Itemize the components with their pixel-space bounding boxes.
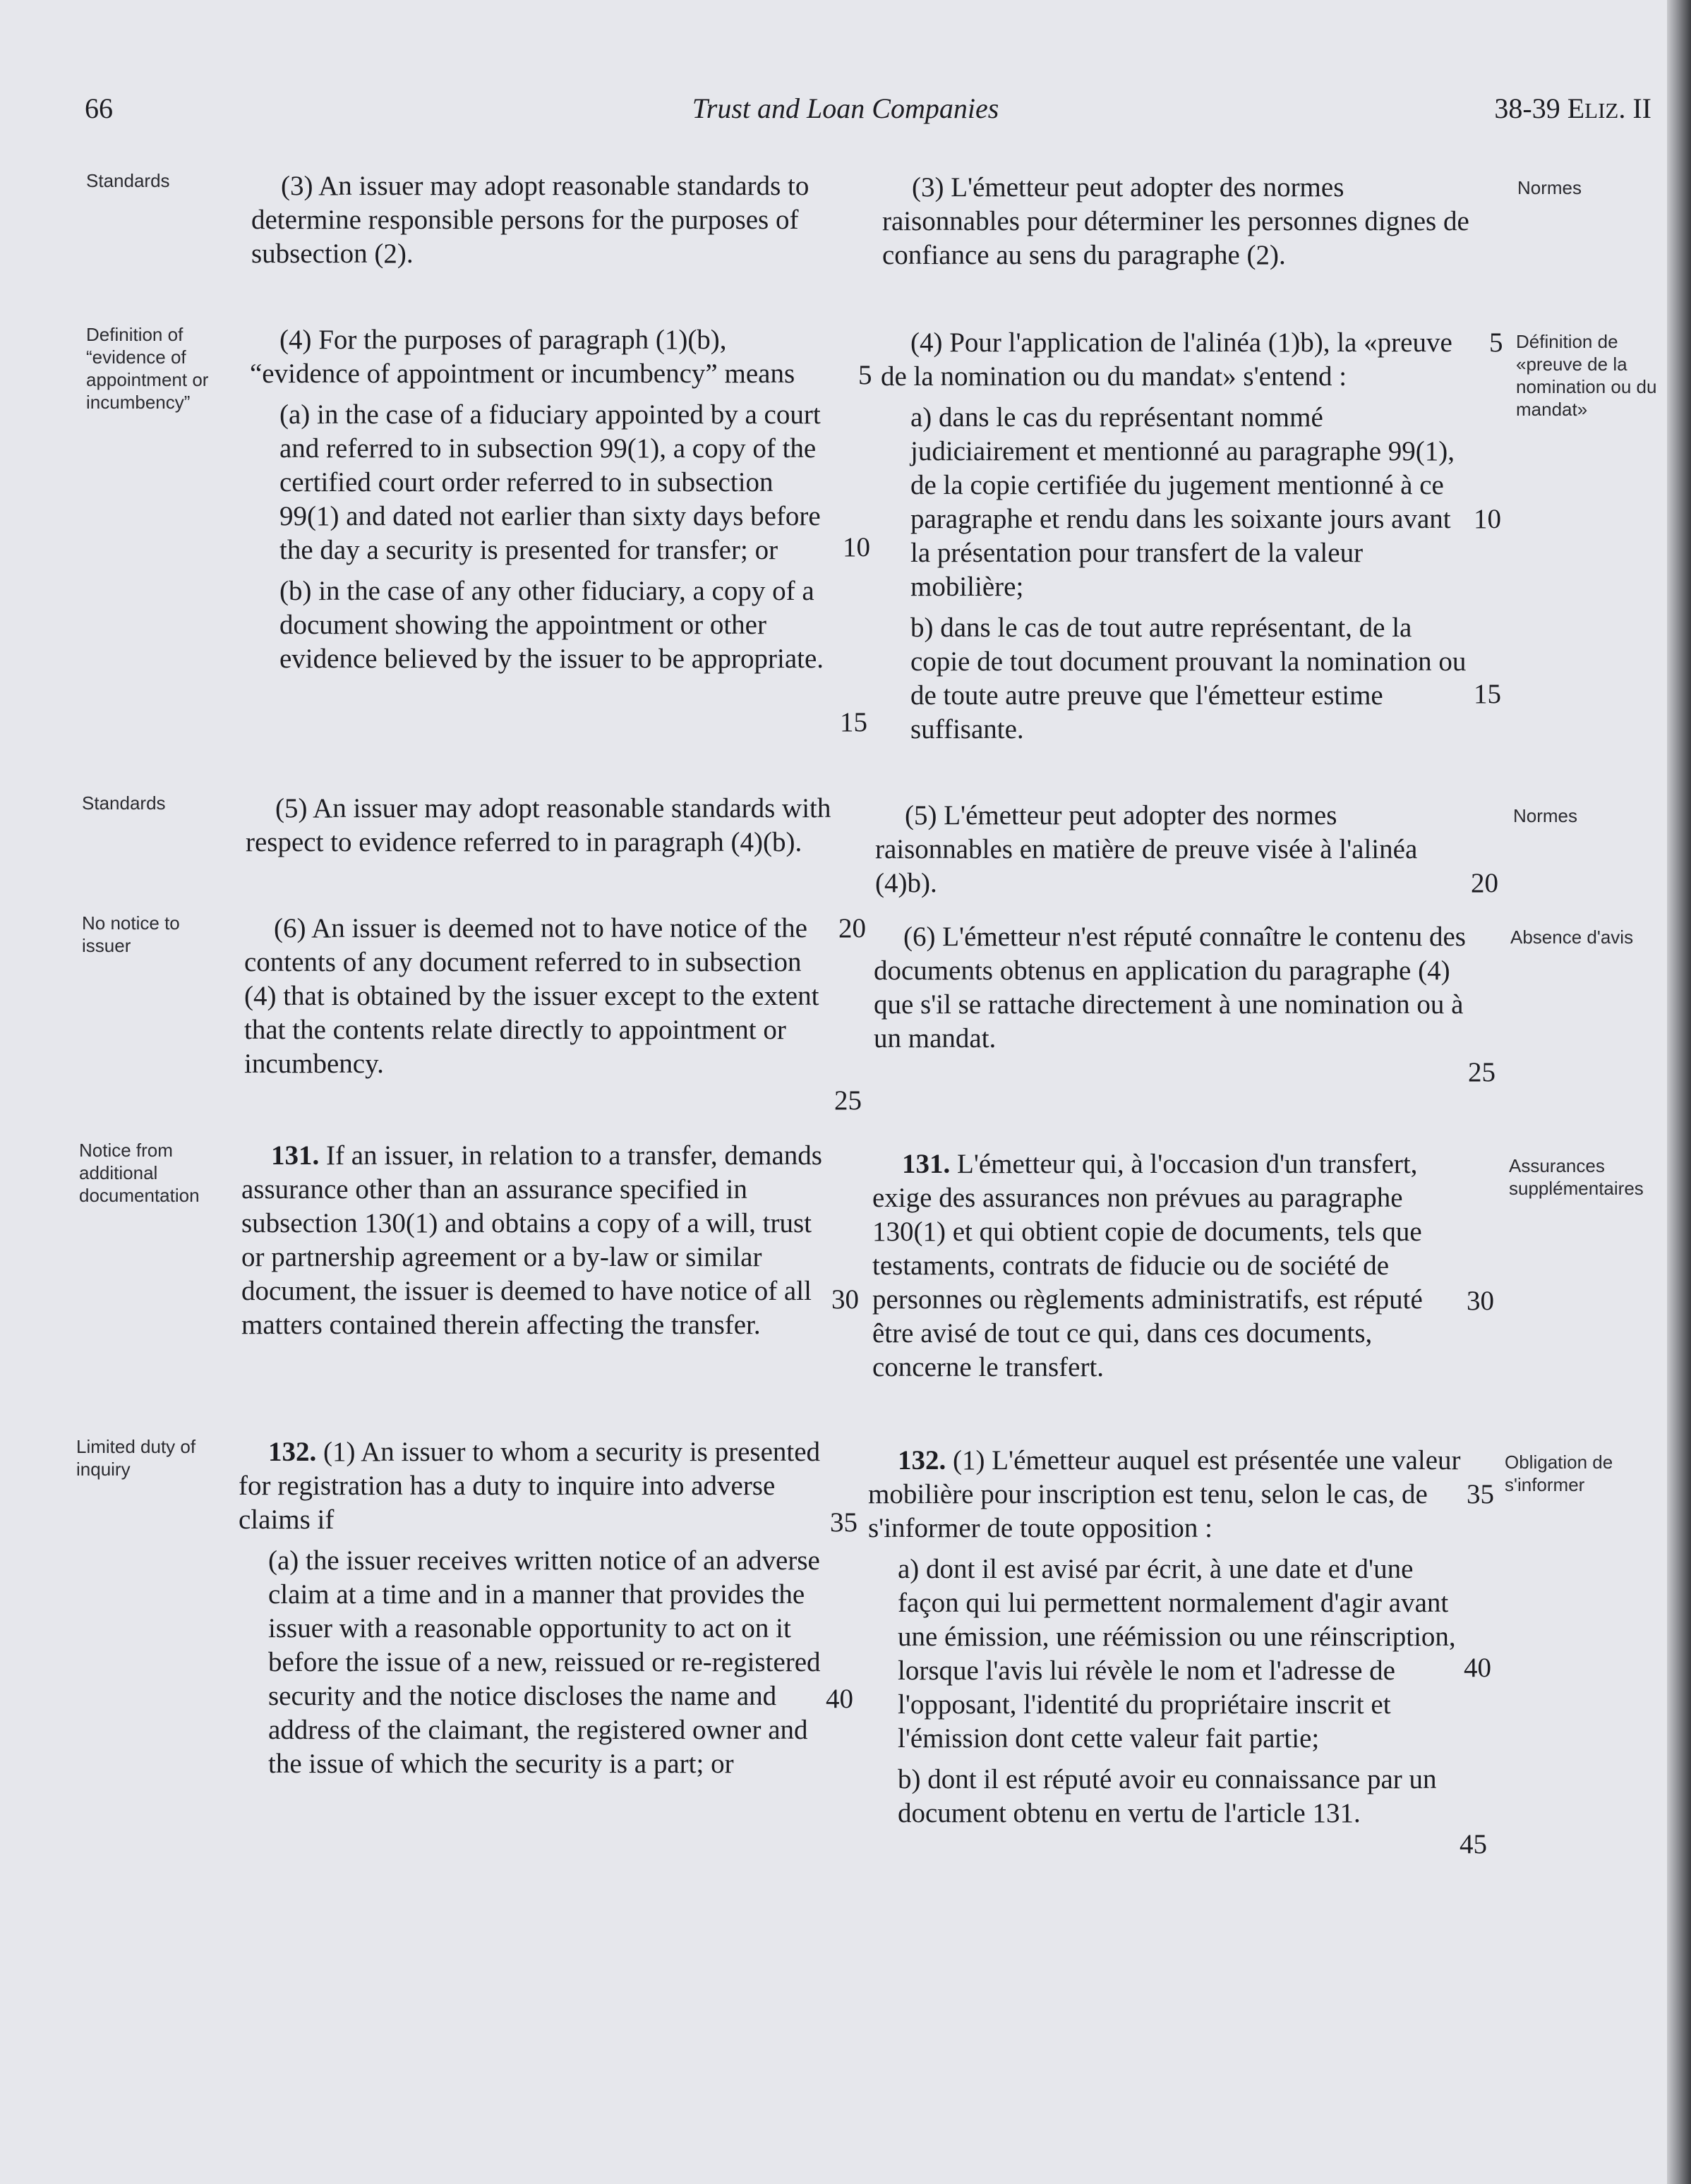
french-section-3: (3) L'émetteur peut adopter des normes raisonnables pour déterminer les personnes dignes de confiance au sens du paragraphe (2). bbox=[882, 172, 1469, 270]
margin-note-en: Standards bbox=[86, 170, 170, 191]
english-section-4: (4) For the purposes of paragraph (1)(b), “evidence of appointment or incumbency” means (a) in the case of a fiduciary appointed by a court and referred to in subsection 99(1), a copy of the certified court order referred to in subsection 99(1) and dated not earlier than sixty days before the day a security is presented for transfer; or (b) in the case of any other fiduciary, a copy of a document showing the appointment or other evidence believed by the issuer to be appropriate. bbox=[250, 325, 824, 674]
line-number-en: 10 bbox=[843, 532, 870, 562]
line-number-en: 35 bbox=[830, 1507, 857, 1538]
french-section-131: 131. L'émetteur qui, à l'occasion d'un transfert, exige des assurances non prévues au paragraphe 130(1) et qui obtient copie de documents, tels que testaments, contrats de fiducie ou de société de personnes ou règlements administratifs, est réputé être avisé de tout ce qui, dans ces documents, concerne le transfert. bbox=[872, 1149, 1423, 1382]
line-number-fr: 30 bbox=[1467, 1286, 1494, 1316]
line-number-en: 15 bbox=[840, 707, 867, 737]
french-section-6: (6) L'émetteur n'est réputé connaître le contenu des documents obtenus en application du paragraphe (4) que s'il se rattache directement à une nomination ou à un mandat. bbox=[874, 922, 1466, 1054]
line-number-fr: 20 bbox=[1471, 868, 1498, 898]
line-number-en: 5 bbox=[858, 360, 872, 390]
english-section-132: 132. (1) An issuer to whom a security is presented for registration has a duty to inquire into adverse claims if (a) the issuer receives written notice of an adverse claim at a time and in a manner that provides the issuer with a reasonable opportunity to act on it before the issue of a new, reissued or re-registered security and the notice discloses the name and address of the claimant, the registered owner and the issue of which the security is a part; or bbox=[239, 1437, 821, 1779]
line-number-fr: 40 bbox=[1464, 1653, 1491, 1683]
margin-note-en: Definition of “evidence of appointment or incumbency” bbox=[86, 324, 209, 413]
line-number-en: 20 bbox=[838, 913, 866, 943]
regnal-year: 38-39 ELIZ. II bbox=[1494, 92, 1651, 124]
page-edge-shadow bbox=[1667, 0, 1691, 2184]
french-section-4: (4) Pour l'application de l'alinéa (1)b), la «preuve de la nomination ou du mandat» s'entend : a) dans le cas du représentant nommé judiciairement et mentionné au paragraphe 99(1), de la copie certifiée du jugement mentionné à ce paragraphe et rendu dans les soixante jours avant la présentation pour transfert de la valeur mobilière; b) dans le cas de tout autre représentant, de la copie de tout document prouvant la nomination ou de toute autre preuve que l'émetteur estime suffisante. bbox=[881, 327, 1467, 744]
margin-note-fr: Normes bbox=[1513, 805, 1578, 826]
french-section-132: 132. (1) L'émetteur auquel est présentée une valeur mobilière pour inscription est tenu, selon le cas, de s'informer de toute opposition : a) dont il est avisé par écrit, à une date et d'une façon qui lui permettent normalement d'agir avant une émission, une réémission ou une réinscription, lorsque l'avis lui révèle le nom et l'adresse de l'opposant, l'identité du propriétaire inscrit et l'émission dont cette valeur fait partie; b) dont il est réputé avoir eu connaissance par un document obtenu en vertu de l'article 131. bbox=[868, 1445, 1461, 1828]
line-number-fr: 15 bbox=[1474, 679, 1501, 709]
english-section-3: (3) An issuer may adopt reasonable standards to determine responsible persons for the purposes of subsection (2). bbox=[251, 171, 810, 269]
line-number-en: 25 bbox=[834, 1085, 862, 1116]
margin-note-en: Standards bbox=[82, 792, 166, 814]
line-number-fr: 10 bbox=[1474, 504, 1501, 534]
margin-note-en: Limited duty of inquiry bbox=[76, 1436, 196, 1480]
line-number-en: 30 bbox=[831, 1284, 859, 1315]
english-section-6: (6) An issuer is deemed not to have notice of the contents of any document referred to in subsection (4) that is obtained by the issuer except to the extent that the contents relate directly to appointment or incumbency. bbox=[244, 913, 819, 1079]
line-number-fr: 45 bbox=[1460, 1829, 1487, 1859]
margin-note-fr: Normes bbox=[1517, 177, 1582, 198]
margin-note-en: No notice to issuer bbox=[82, 912, 180, 956]
running-title: Trust and Loan Companies bbox=[692, 92, 999, 124]
margin-note-en: Notice from additional documentation bbox=[79, 1140, 200, 1206]
french-section-5: (5) L'émetteur peut adopter des normes raisonnables en matière de preuve visée à l'alinéa (4)b). bbox=[875, 800, 1418, 898]
line-number-fr: 35 bbox=[1467, 1479, 1494, 1509]
english-section-5: (5) An issuer may adopt reasonable standards with respect to evidence referred to in paragraph (4)(b). bbox=[246, 793, 831, 857]
margin-note-fr: Absence d'avis bbox=[1510, 927, 1634, 948]
english-section-131: 131. If an issuer, in relation to a transfer, demands assurance other than an assurance specified in subsection 130(1) and obtains a copy of a will, trust or partnership agreement or a by-law or similar document, the issuer is deemed to have notice of all matters contained therein affecting the transfer. bbox=[241, 1140, 822, 1340]
margin-note-fr: Assurances supplémentaires bbox=[1509, 1155, 1644, 1199]
line-number-fr: 5 bbox=[1489, 327, 1503, 358]
page-number: 66 bbox=[85, 92, 113, 124]
line-number-fr: 25 bbox=[1468, 1057, 1496, 1087]
margin-note-fr: Définition de «preuve de la nomination ou du mandat» bbox=[1516, 331, 1657, 420]
line-number-en: 40 bbox=[826, 1684, 853, 1714]
margin-note-fr: Obligation de s'informer bbox=[1505, 1452, 1613, 1495]
